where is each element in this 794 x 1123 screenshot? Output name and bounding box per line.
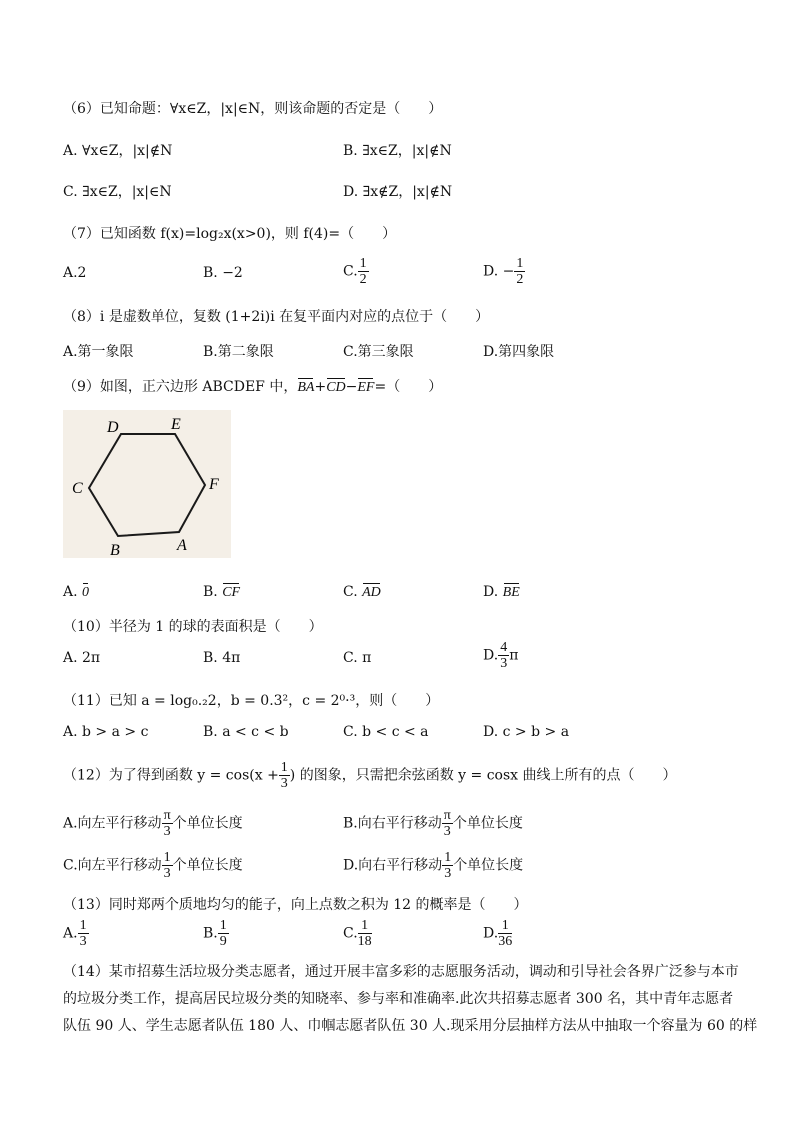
vector-ef: EF: [357, 380, 375, 395]
question-6-option-a: A. ∀x∈Z，|x|∉N: [63, 143, 173, 159]
question-6-option-d: D. ∃x∉Z，|x|∉N: [343, 184, 453, 200]
question-10-option-b: B. 4π: [203, 650, 241, 666]
question-10-option-d: D. $\frac{4}{3}$ π: [483, 640, 519, 671]
question-12-stem: （12）为了得到函数 y = cos(x + $\frac{1}{3}$ ) 的图象，只需把余弦函数 y = cosx 曲线上所有的点（ ）: [63, 760, 677, 791]
question-13-option-b: B. $\frac{1}{9}$: [203, 918, 227, 949]
question-11-stem: （11）已知 a = log₀.₂2，b = 0.3²，c = 2⁰·³，则（ ）: [63, 693, 440, 709]
question-6-option-c: C. ∃x∈Z，|x|∈N: [63, 184, 172, 200]
vertex-label-e: E: [171, 416, 181, 433]
vertex-label-d: D: [107, 419, 119, 436]
question-12-option-a: A.向左平行移动 $\frac{\pi}{3}$ 个单位长度: [63, 808, 243, 839]
question-9-option-a: A. 0: [63, 584, 90, 600]
question-10-option-a: A. 2π: [63, 650, 101, 666]
question-12-option-c: C.向左平行移动 $\frac{1}{3}$ 个单位长度: [63, 850, 243, 881]
question-13-stem: （13）同时郑两个质地均匀的能子，向上点数之积为 12 的概率是（ ）: [63, 897, 528, 913]
question-9-option-d: D. BE: [483, 584, 520, 600]
question-8-stem: （8）i 是虚数单位，复数 (1+2i)i 在复平面内对应的点位于（ ）: [63, 309, 490, 325]
hexagon-drawing: [63, 410, 231, 558]
question-14-line-2: 的垃圾分类工作，提高居民垃圾分类的知晓率、参与率和准确率.此次共招募志愿者 300 名，其中青年志愿者: [63, 991, 734, 1007]
question-6-stem: （6）已知命题：∀x∈Z，|x|∈N，则该命题的否定是（ ）: [63, 101, 443, 117]
question-11-option-a: A. b > a > c: [63, 724, 149, 740]
question-13-option-a: A. $\frac{1}{3}$: [63, 918, 87, 949]
question-10-option-c: C. π: [343, 650, 372, 666]
question-13-option-d: D. $\frac{1}{36}$: [483, 918, 513, 949]
question-7-option-a: A.2: [63, 265, 87, 281]
vertex-label-a: A: [177, 537, 187, 554]
vertex-label-c: C: [72, 480, 83, 497]
question-7-option-c: C. $\frac{1}{2}$: [343, 256, 367, 287]
vertex-label-f: F: [209, 476, 219, 493]
question-12-option-d: D.向右平行移动 $\frac{1}{3}$ 个单位长度: [343, 850, 524, 881]
question-14-line-3: 队伍 90 人、学生志愿者队伍 180 人、巾帼志愿者队伍 30 人.现采用分层抽样方法从中抽取一个容量为 60 的样: [63, 1018, 758, 1034]
hexagon-figure: [63, 410, 231, 558]
question-9-stem: （9）如图，正六边形 ABCDEF 中，BA+CD−EF=（ ）: [63, 379, 443, 395]
vector-cd: CD: [326, 380, 346, 395]
question-13-option-c: C. $\frac{1}{18}$: [343, 918, 372, 949]
question-8-option-b: B.第二象限: [203, 344, 274, 360]
vertex-label-b: B: [110, 542, 120, 558]
question-14-paragraph: [63, 961, 758, 1038]
question-14-line-1: （14）某市招募生活垃圾分类志愿者，通过开展丰富多彩的志愿服务活动，调动和引导社会各界广泛参与本市: [63, 964, 739, 980]
question-7-option-b: B. −2: [203, 265, 243, 281]
question-8-option-c: C.第三象限: [343, 344, 414, 360]
question-8-option-a: A.第一象限: [63, 344, 134, 360]
question-9-option-c: C. AD: [343, 584, 381, 600]
question-8-option-d: D.第四象限: [483, 344, 555, 360]
question-11-option-d: D. c > b > a: [483, 724, 570, 740]
question-7-option-d: D. − $\frac{1}{2}$: [483, 256, 524, 287]
question-9-option-b: B. CF: [203, 584, 241, 600]
question-11-option-b: B. a < c < b: [203, 724, 289, 740]
question-6-option-b: B. ∃x∈Z，|x|∉N: [343, 143, 452, 159]
question-12-option-b: B.向右平行移动 $\frac{\pi}{3}$ 个单位长度: [343, 808, 523, 839]
question-11-option-c: C. b < c < a: [343, 724, 429, 740]
question-7-stem: （7）已知函数 f(x)=log₂x(x>0)，则 f(4)=（ ）: [63, 226, 397, 242]
vector-ba: BA: [297, 380, 315, 395]
question-10-stem: （10）半径为 1 的球的表面积是（ ）: [63, 619, 323, 635]
